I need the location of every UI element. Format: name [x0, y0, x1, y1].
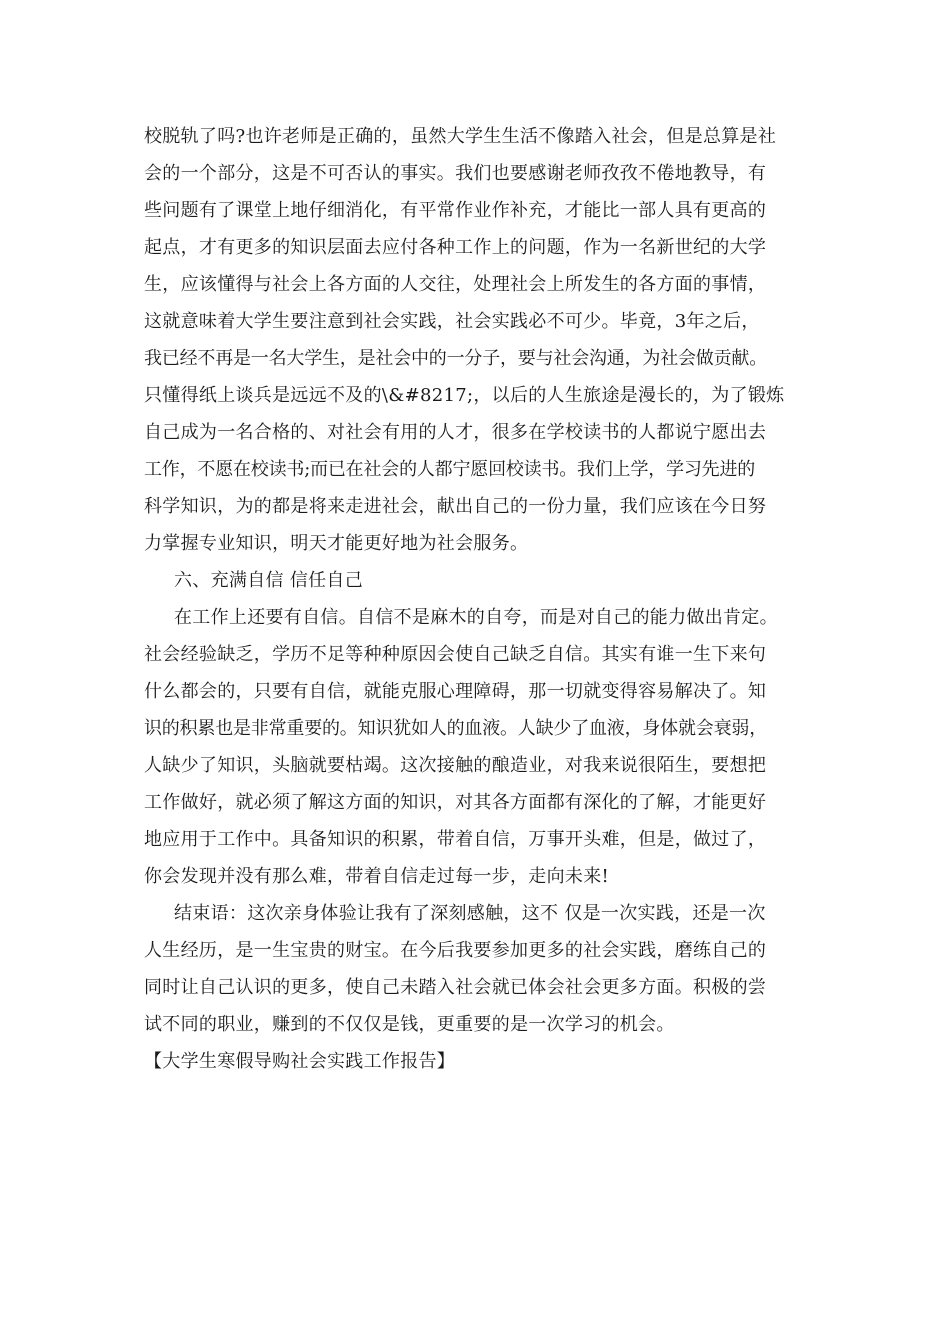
conclusion-line: 结束语：这次亲身体验让我有了深刻感触，这不 仅是一次实践，还是一次: [174, 903, 766, 924]
paragraph-line: 起点，才有更多的知识层面去应付各种工作上的问题，作为一名新世纪的大学: [144, 237, 767, 258]
paragraph-line: 只懂得纸上谈兵是远远不及的\&#8217;，以后的人生旅途是漫长的，为了锻炼: [144, 385, 785, 406]
paragraph-line: 科学知识，为的都是将来走进社会，献出自己的一份力量，我们应该在今日努: [144, 496, 767, 517]
report-title-link: 【大学生寒假导购社会实践工作报告】: [144, 1051, 456, 1072]
paragraph-line: 我已经不再是一名大学生，是社会中的一分子，要与社会沟通，为社会做贡献。: [144, 348, 767, 369]
paragraph-line: 识的积累也是非常重要的。知识犹如人的血液。人缺少了血液，身体就会衰弱，: [144, 718, 767, 739]
paragraph-line: 你会发现并没有那么难，带着自信走过每一步，走向未来!: [144, 866, 610, 887]
paragraph-line: 生，应该懂得与社会上各方面的人交往，处理社会上所发生的各方面的事情，: [144, 274, 767, 295]
paragraph-line: 社会经验缺乏，学历不足等种种原因会使自己缺乏自信。其实有谁一生下来句: [144, 644, 767, 665]
conclusion-line: 同时让自己认识的更多，使自己未踏入社会就已体会社会更多方面。积极的尝: [144, 977, 767, 998]
paragraph-line: 会的一个部分，这是不可否认的事实。我们也要感谢老师孜孜不倦地教导，有: [144, 163, 767, 184]
paragraph-line: 人缺少了知识，头脑就要枯竭。这次接触的酿造业，对我来说很陌生，要想把: [144, 755, 767, 776]
conclusion-line: 试不同的职业，赚到的不仅仅是钱，更重要的是一次学习的机会。: [144, 1014, 675, 1035]
paragraph-line: 力掌握专业知识，明天才能更好地为社会服务。: [144, 533, 529, 554]
section-heading: 六、充满自信 信任自己: [174, 570, 364, 591]
paragraph-line: 工作，不愿在校读书;而已在社会的人都宁愿回校读书。我们上学，学习先进的: [144, 459, 756, 480]
conclusion-line: 人生经历，是一生宝贵的财宝。在今后我要参加更多的社会实践，磨练自己的: [144, 940, 767, 961]
paragraph-line: 地应用于工作中。具备知识的积累，带着自信，万事开头难，但是，做过了，: [144, 829, 767, 850]
paragraph-line: 自己成为一名合格的、对社会有用的人才，很多在学校读书的人都说宁愿出去: [144, 422, 767, 443]
paragraph-line: 工作做好，就必须了解这方面的知识，对其各方面都有深化的了解，才能更好: [144, 792, 767, 813]
paragraph-line: 在工作上还要有自信。自信不是麻木的自夸，而是对自己的能力做出肯定。: [174, 607, 778, 628]
paragraph-line: 这就意味着大学生要注意到社会实践，社会实践必不可少。毕竟，3年之后，: [144, 311, 760, 332]
paragraph-line: 什么都会的，只要有自信，就能克服心理障碍，那一切就变得容易解决了。知: [144, 681, 767, 702]
paragraph-line: 些问题有了课堂上地仔细消化，有平常作业作补充，才能比一部人具有更高的: [144, 200, 767, 221]
paragraph-line: 校脱轨了吗?也许老师是正确的，虽然大学生生活不像踏入社会，但是总算是社: [144, 126, 777, 147]
